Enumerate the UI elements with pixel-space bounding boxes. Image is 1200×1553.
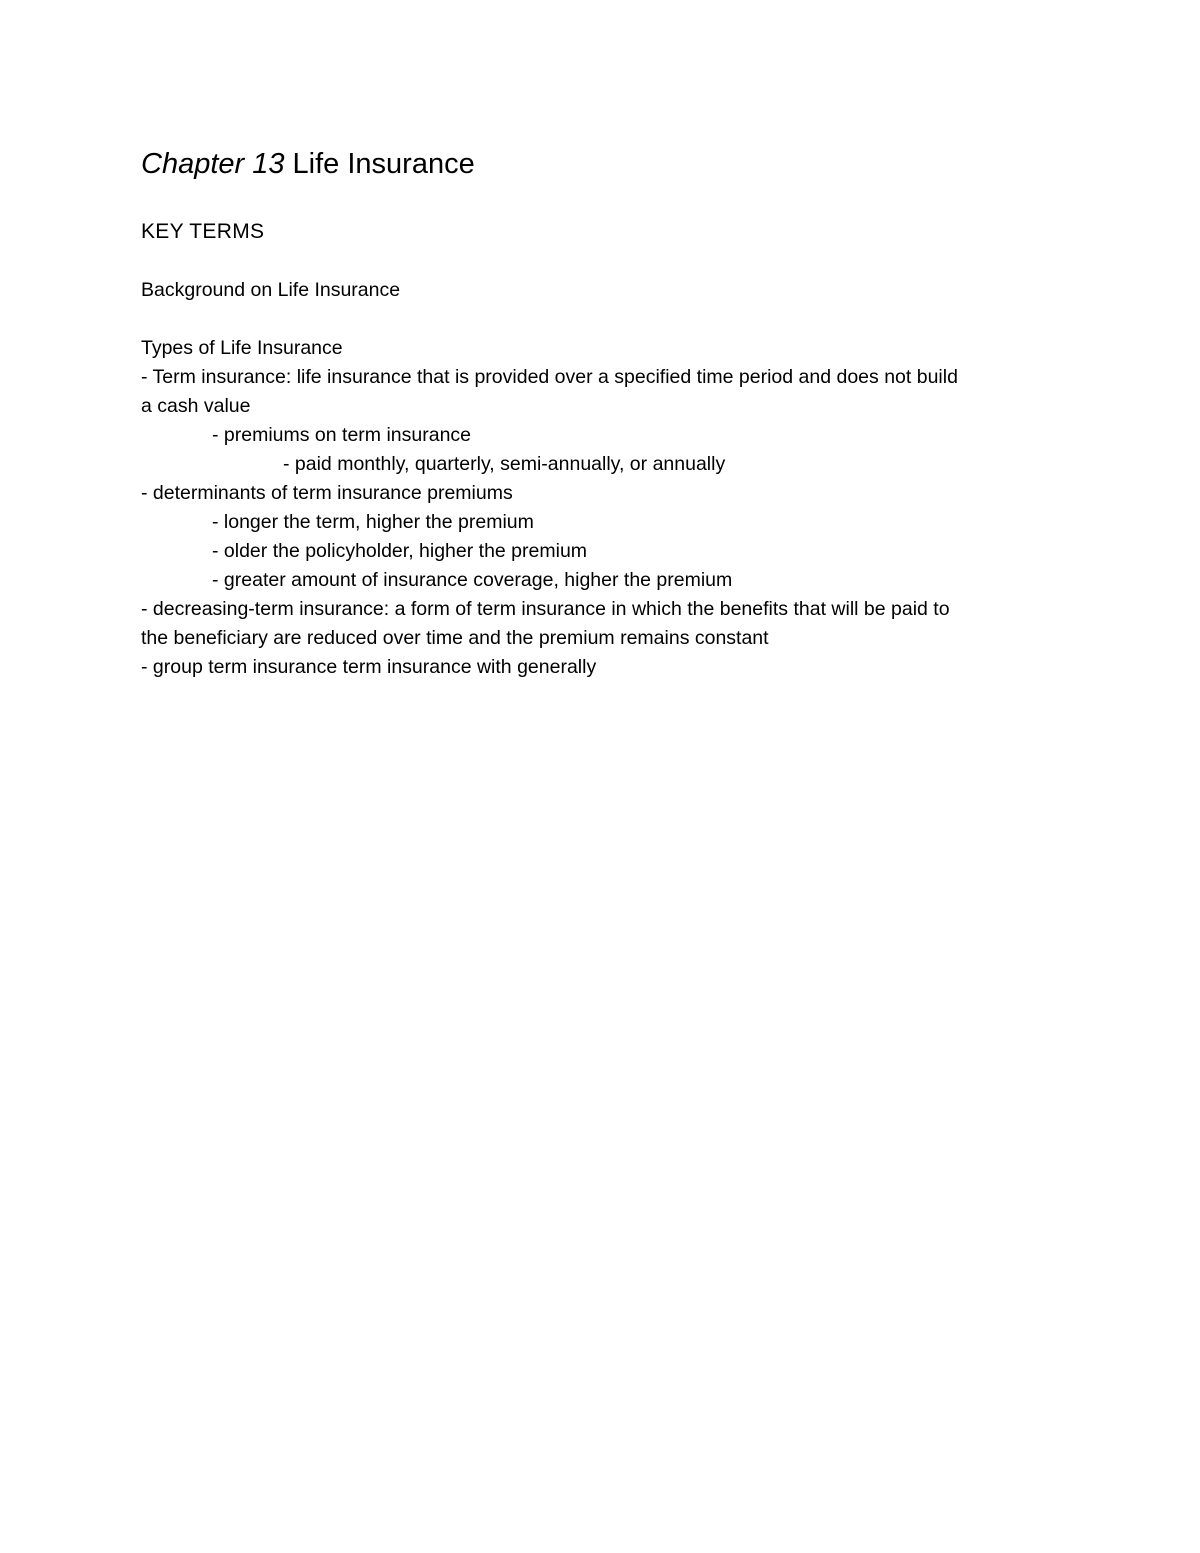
decreasing-term-definition-line-2: the beneficiary are reduced over time and the premium remains constant [141,627,769,649]
key-terms-heading: KEY TERMS [141,220,265,243]
decreasing-term-definition-line-1: - decreasing-term insurance: a form of term insurance in which the benefits that will be paid to [141,598,950,620]
document-body [141,276,1061,682]
group-term-item: - group term insurance term insurance with generally [141,656,597,678]
greater-amount-item: - greater amount of insurance coverage, higher the premium [212,569,733,591]
blank-line [141,305,1061,334]
chapter-number: Chapter 13 [141,148,285,180]
chapter-name: Life Insurance [284,148,475,180]
chapter-title [141,146,475,182]
longer-term-item: - longer the term, higher the premium [212,511,534,533]
term-insurance-definition-line-2: a cash value [141,395,251,417]
section-heading-types: Types of Life Insurance [141,337,343,359]
paid-frequency-item: - paid monthly, quarterly, semi-annually, or annually [283,453,726,475]
term-insurance-definition-line-1: - Term insurance: life insurance that is provided over a specified time period and does not build [141,366,958,388]
section-heading-background: Background on Life Insurance [141,279,401,301]
premiums-on-term-item: - premiums on term insurance [212,424,472,446]
older-policyholder-item: - older the policyholder, higher the premium [212,540,588,562]
determinants-item: - determinants of term insurance premiums [141,482,513,504]
